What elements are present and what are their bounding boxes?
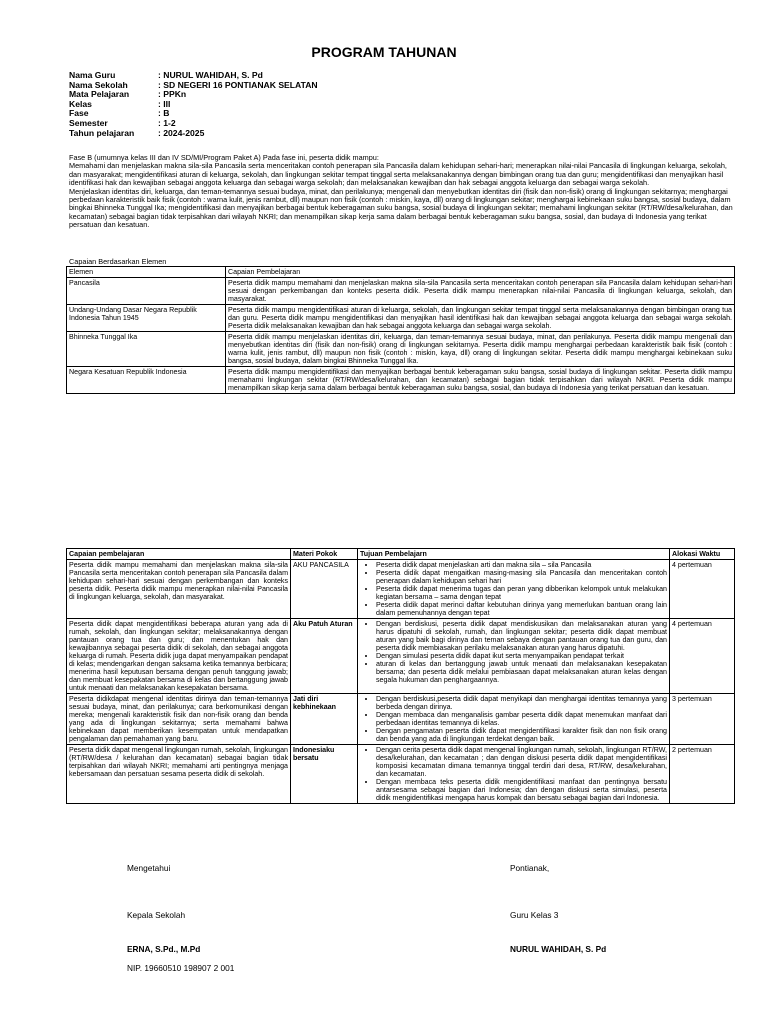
tujuan-item: • Peserta didik dapat merinci daftar kebutuhan dirinya yang memerlukan bantuan orang lain dalam pemenuhannya dengan tepat — [376, 601, 667, 617]
table-header-row — [67, 549, 735, 560]
tujuan-item: • Dengan membaca teks peserta didik mengidentifikasi manfaat dan pentingnya bersatu antarsesama sebagai bagian dari Indonesia; dan dengan diskusi serta simulasi, peserta didik mengidentifikasi mengapa harus kompak dan bersatu sebagai bagian dari Indonesia. — [376, 778, 667, 802]
info-value: : 1-2 — [158, 117, 176, 128]
info-value: : NURUL WAHIDAH, S. Pd — [158, 70, 263, 80]
element-cp: Peserta didik mampu memahami dan menjelaskan makna sila-sila Pancasila serta menceritakan contoh penerapan sila Pancasila dalam kehidupan sehari-hari sesuai dengan perkembangan dan konteks peserta didik. Peserta didik mampu menerapkan nilai-nilai Pancasila di lingkungan keluarga, sekolah, dan masyarakat. — [226, 278, 735, 305]
tujuan-item: • Dengan berdiskusi, peserta didik dapat mendiskusikan dan melaksanakan aturan yang harus dipatuhi di sekolah, rumah, dan lingkungan sekitar; peserta didik dapat membuat aturan yang baik bagi dirinya dan teman sebaya dengan pantauan orang tua dan guru, dan peserta didik membiasakan perilaku melaksanakan aturan yang harus dipatuhi. — [376, 620, 667, 652]
tujuan-item: • Peserta didik dapat menerima tugas dan peran yang dibberikan kelompok untuk melakukan kegiatan bersama – sama dengan tepat — [376, 585, 667, 601]
tujuan-item: • Dengan cerita peserta didik dapat mengenal lingkungan rumah, sekolah, lingkungan RT/RW, desa/kelurahan, dan kecamatan ; dan dengan diskusi peserta didik dapat mengidentifikasi komposisi kecamatan dimana temannya tinggal terdiri dari desa, RT/RW, desa/kelurahan, dan kecamatan. — [376, 746, 667, 778]
element-name: Pancasila — [67, 278, 226, 305]
table-row — [67, 278, 735, 305]
materi-cell: Aku Patuh Aturan — [291, 619, 358, 694]
info-label: Semester — [69, 117, 108, 128]
column-header: Elemen — [67, 267, 226, 278]
element-cp: Peserta didik mampu mengidentifikasi dan menyajikan berbagai bentuk keberagaman suku bangsa, sosial budaya di lingkungan sekitar. Peserta didik mampu memahami lingkungan sekitar (RT/RW/desa/kelurahan, dan kecamatan) sebagai bagian tidak terpisahkan dari wilayah NKRI. Peserta didik mampu menampilkan sikap kerja sama dalam berbagai bentuk keberagaman suku bangsa, sosial, dan budaya di Indonesia yang terikat persatuan dan kesatuan. — [226, 367, 735, 394]
info-label: Fase — [69, 108, 89, 119]
annual-program-table — [66, 548, 735, 804]
info-row-year — [69, 129, 318, 139]
cp-cell: Peserta didik mampu memahami dan menjelaskan makna sila-sila Pancasila serta menceritakan contoh penerapan sila Pancasila dalam kehidupan sehari-hari sesuai dengan perkembangan dan konteks peserta didik. Peserta didik mampu menerapkan nilai-nilai Pancasila di lingkungan keluarga, sekolah, dan masyarakat. — [67, 560, 291, 619]
table-row — [67, 332, 735, 367]
materi-cell: Indonesiaku bersatu — [291, 745, 358, 804]
info-value: : SD NEGERI 16 PONTIANAK SELATAN — [158, 79, 318, 90]
table-row — [67, 560, 735, 619]
teacher-info — [69, 71, 318, 138]
tujuan-item: • Dengan simulasi peserta didik dapat ikut serta menyampaikan pendapat terkait — [376, 652, 667, 660]
alokasi-cell: 3 pertemuan — [670, 694, 735, 745]
table-row — [67, 745, 735, 804]
sig-headmaster-name: ERNA, S.Pd., M.Pd — [127, 944, 201, 954]
page-title: PROGRAM TAHUNAN — [311, 44, 457, 60]
info-label: Tahun pelajaran — [69, 127, 135, 138]
cp-cell: Peserta didik dapat mengenal lingkungan rumah, sekolah, lingkungan (RT/RW/desa / kelurahan dan kecamatan) sebagai bagian tidak terpisahkan dari wilayah NKRI; memahami arti pentingnya menjaga kebersamaan dan persatuan sesama peserta didik di sekolah. — [67, 745, 291, 804]
info-value: : PPKn — [158, 89, 187, 100]
element-cp: Peserta didik mampu mengidentifikasi aturan di keluarga, sekolah, dan lingkungan sekitar tempat tinggal serta melaksanakannya dengan bimbingan orang tua dan guru. Peserta didik mampu mengidentifikasi dan menyajikan hasil identifikasi hak dan kewajiban sebagai anggota keluarga dan sebagai warga sekolah. Peserta didik melaksanakan kewajiban dan hak sebagai anggota keluarga dan sebagai warga sekolah. — [226, 305, 735, 332]
table-row — [67, 367, 735, 394]
info-label: Kelas — [69, 98, 92, 109]
cp-cell: Peserta didik dapat mengidentifikasi beberapa aturan yang ada di rumah, sekolah, dan lingkungan sekitar; melaksanakannya dengan pantauan orang tua dan guru; dan menentukan hak dan kewajibannya sebagai peserta didik di sekolah, dan sebagai anggota keluarga di rumah. Peserta didik juga dapat menyampaikan pendapat di kelas; mendengarkan dengan saksama ketika temannya berbicara; menerima hasil keputusan bersama dengan penuh tanggung jawab; dan membuat kesepakatan bersama di kelas dan bertanggung jawab untuk menaati dan melaksanakan kesepakatan bersama. — [67, 619, 291, 694]
cp-cell: Peserta didikdapat mengenal identitas dirinya dan teman-temannya sesuai budaya, minat, dan perilakunya; cara berkomunikasi dengan mereka; mengenali karakteristik fisik dan non-fisik orang dan benda yang ada di lingkungan sekitarnya; serta memahami bahwa kebinekaan dapat memberikan kesempatan untuk mendapatkan pengalaman dan pemahaman yang baru. — [67, 694, 291, 745]
tujuan-cell — [358, 745, 670, 804]
element-name: Bhinneka Tunggal Ika — [67, 332, 226, 367]
intro-paragraph: Memahami dan menjelaskan makna sila-sila Pancasila serta menceritakan contoh penerapan sila Pancasila dalam kehidupan sehari-hari; menerapkan nilai-nilai Pancasila di lingkungan keluarga, sekolah, dan masyarakat; mengidentifikasi aturan di keluarga, sekolah, dan lingkungan sekitar tempat tinggal serta melaksanakannya dengan bimbingan orang tua dan guru; mengidentifikasi dan menyajikan hasil identifikasi hak dan kewajiban sebagai anggota keluarga dan sebagai warga sekolah; dan melaksanakan kewajiban dan hak sebagai anggota keluarga dan sebagai warga sekolah. — [69, 161, 727, 188]
sig-acknowledged: Mengetahui — [127, 863, 171, 873]
sig-teacher-name: NURUL WAHIDAH, S. Pd — [510, 944, 607, 954]
sig-headmaster-title: Kepala Sekolah — [127, 910, 186, 920]
materi-cell: AKU PANCASILA — [291, 560, 358, 619]
sig-place: Pontianak, — [510, 863, 550, 873]
element-name: Undang-Undang Dasar Negara Republik Indonesia Tahun 1945 — [67, 305, 226, 332]
alokasi-cell: 4 pertemuan — [670, 560, 735, 619]
tujuan-item: • Dengan pengamatan peserta didik dapat mengidentifikasi karakter fisik dan non fisik orang dan benda yang ada di lingkungan terdekat dengan baik. — [376, 727, 667, 743]
tujuan-item: • Dengan berdiskusi,peserta didik dapat menyikapi dan menghargai identitas temannya yang berbeda dengan dirinya. — [376, 695, 667, 711]
info-label: Nama Sekolah — [69, 79, 128, 90]
info-value: : III — [158, 98, 171, 109]
column-header: Alokasi Waktu — [670, 549, 735, 560]
tujuan-cell — [358, 560, 670, 619]
info-value: : B — [158, 108, 170, 119]
column-header: Capaian Pembelajaran — [226, 267, 735, 278]
info-row-class — [69, 100, 318, 110]
tujuan-cell — [358, 694, 670, 745]
table-row — [67, 619, 735, 694]
tujuan-item: • aturan di kelas dan bertanggung jawab untuk menaati dan melaksanakan kesepakatan bersama; dan peserta didik melalui pembiasaan dapat melaksanakan aturan kelas dengan segala hukuman dan penghargaannya. — [376, 660, 667, 684]
info-row-subject — [69, 90, 318, 100]
materi-cell: Jati diri kebhinekaan — [291, 694, 358, 745]
alokasi-cell: 2 pertemuan — [670, 745, 735, 804]
info-label: Mata Pelajaran — [69, 89, 130, 100]
tujuan-item: • Dengan membaca dan menganalisis gambar peserta didik dapat menemukan manfaat dari perbedaan identitas temannya di kelas. — [376, 711, 667, 727]
sig-headmaster-nip: NIP. 19660510 198907 2 001 — [127, 963, 235, 973]
table-header-row — [67, 267, 735, 278]
sig-teacher-title: Guru Kelas 3 — [510, 910, 559, 920]
cp-heading: Capaian Berdasarkan Elemen — [69, 257, 167, 266]
tujuan-item: • Peserta didik dapat mengaitkan masing-masing sila Pancasila dan menceritakan contoh penerapan dalam kehidupan sehari hari — [376, 569, 667, 585]
phase-description — [69, 154, 733, 230]
info-value: : 2024-2025 — [158, 127, 205, 138]
intro-paragraph: Fase B (umumnya kelas III dan IV SD/MI/Program Paket A) Pada fase ini, peserta didik mampu: — [69, 153, 379, 162]
elements-table — [66, 266, 735, 394]
column-header: Capaian pembelajaran — [67, 549, 291, 560]
tujuan-cell — [358, 619, 670, 694]
column-header: Materi Pokok — [291, 549, 358, 560]
element-name: Negara Kesatuan Republik Indonesia — [67, 367, 226, 394]
table-row — [67, 694, 735, 745]
element-cp: Peserta didik mampu menjelaskan identitas diri, keluarga, dan teman-temannya sesuai budaya, minat, dan perilakunya. Peserta didik mampu mengenali dan menyebutkan identitas diri (fisik dan non-fisik) orang di lingkungan sekitarnya. Peserta didik mampu menghargai perbedaan karakteristik baik fisik (contoh : warna kulit, jenis rambut, dll) maupun non fisik (contoh : miskin, kaya, dll) orang di lingkungan sekitar. Peserta didik mampu menghargai kebinekaan suku bangsa, sosial budaya, dalam bingkai Bhinneka Tunggal Ika. — [226, 332, 735, 367]
column-header: Tujuan Pembelajarn — [358, 549, 670, 560]
alokasi-cell: 4 pertemuan — [670, 619, 735, 694]
table-row — [67, 305, 735, 332]
intro-paragraph: Menjelaskan identitas diri, keluarga, dan teman-temannya sesuai budaya, minat, dan perilakunya; mengenali dan menyebutkan identitas diri (fisik dan non-fisik) orang di lingkungan sekitarnya; menghargai perbedaan karakteristik baik fisik (contoh : warna kulit, jenis rambut, dll) maupun non fisik (contoh : miskin, kaya, dll) orang di lingkungan sekitar; menghargai kebinekaan suku bangsa, sosial budaya, dalam bingkai Bhinneka Tunggal Ika; mengidentifikasi dan menyajikan berbagai bentuk keberagaman suku bangsa, sosial budaya di lingkungan sekitar; memahami lingkungan sekitar (RT/RW/desa/kelurahan, dan kecamatan) sebagai bagian tidak terpisahkan dari wilayah NKRI; dan menampilkan sikap kerja sama dalam berbagai bentuk keberagaman suku bangsa, sosial, dan budaya di Indonesia yang terikat persatuan dan kesatuan. — [69, 186, 733, 230]
info-label: Nama Guru — [69, 70, 116, 80]
tujuan-item: • Peserta didik dapat menjelaskan arti dan makna sila – sila Pancasila — [376, 561, 667, 569]
